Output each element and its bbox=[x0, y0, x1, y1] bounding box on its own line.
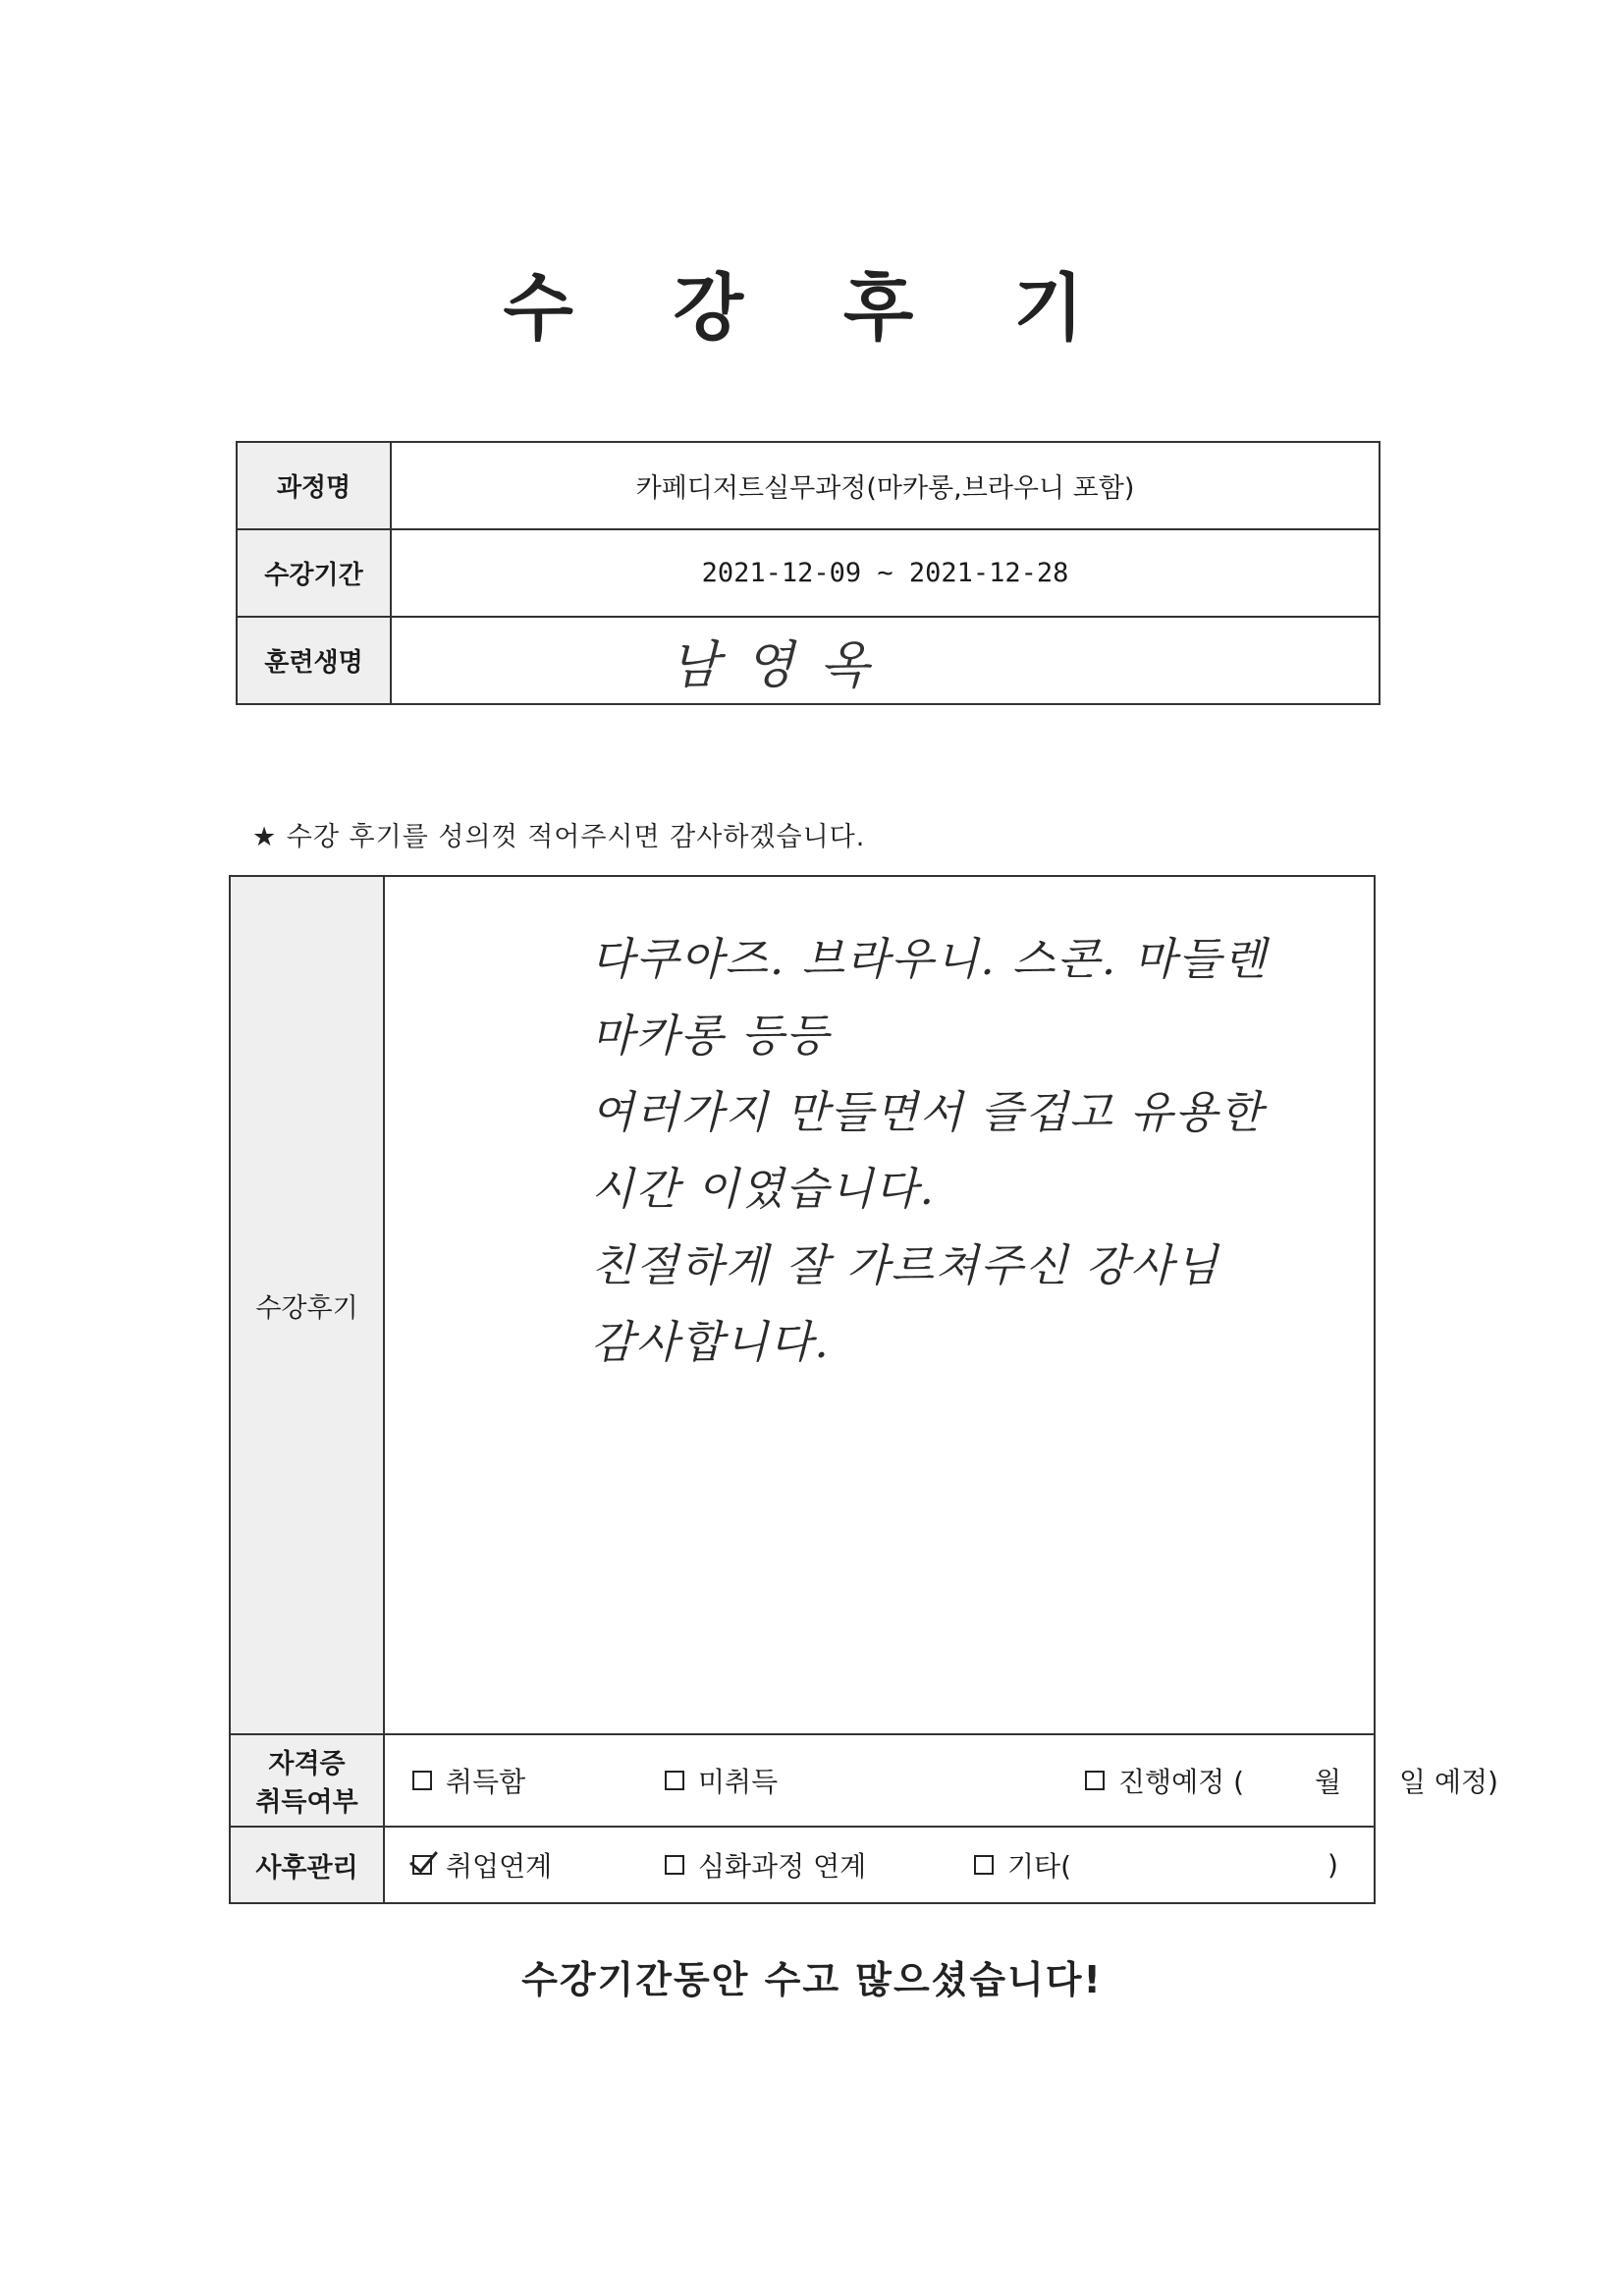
certificate-label bbox=[230, 1734, 384, 1827]
review-line: 마카롱 등등 bbox=[591, 1010, 831, 1062]
option-other[interactable]: 기타( bbox=[974, 1845, 1071, 1885]
option-in-progress[interactable]: 진행예정 ( bbox=[1085, 1761, 1244, 1800]
month-label: 월 bbox=[1315, 1766, 1342, 1798]
trainee-label: 훈련생명 bbox=[237, 617, 391, 704]
followup-label: 사후관리 bbox=[230, 1827, 384, 1903]
review-line: 시간 이였습니다. bbox=[591, 1163, 936, 1215]
instruction-note: ★ 수강 후기를 성의껏 적어주시면 감사하겠습니다. bbox=[252, 822, 866, 852]
page-title: 수 강 후 기 bbox=[503, 266, 1121, 351]
certificate-row bbox=[230, 1734, 1375, 1827]
review-row bbox=[230, 876, 1375, 1734]
certificate-label-line1: 자격증 bbox=[268, 1749, 346, 1779]
option-employment[interactable]: 취업연계 bbox=[412, 1845, 552, 1885]
closing-message: 수강기간동안 수고 많으셨습니다! bbox=[521, 1958, 1103, 2001]
checked-checkbox-icon[interactable] bbox=[412, 1855, 432, 1875]
checkbox-icon[interactable] bbox=[665, 1771, 684, 1790]
course-row bbox=[237, 442, 1380, 529]
option-not-acquired[interactable]: 미취득 bbox=[665, 1761, 778, 1800]
certificate-label-line2: 취득여부 bbox=[255, 1787, 358, 1818]
course-info-table bbox=[236, 441, 1380, 705]
course-name-value: 카페디저트실무과정(마카롱,브라우니 포함) bbox=[391, 442, 1380, 529]
review-line: 친절하게 잘 가르쳐주신 강사님 bbox=[591, 1239, 1220, 1291]
period-row bbox=[237, 529, 1380, 617]
checkbox-icon[interactable] bbox=[974, 1855, 994, 1875]
review-handwritten-text bbox=[385, 877, 1374, 1381]
day-planned-label: 일 예정) bbox=[1399, 1766, 1498, 1798]
review-line: 감사합니다. bbox=[591, 1316, 831, 1368]
trainee-row bbox=[237, 617, 1380, 704]
review-label: 수강후기 bbox=[230, 876, 384, 1734]
review-line: 여러가지 만들면서 즐겁고 유용한 bbox=[591, 1086, 1265, 1138]
period-label: 수강기간 bbox=[237, 529, 391, 617]
followup-options bbox=[384, 1827, 1375, 1903]
trainee-name-handwritten: 남영옥 bbox=[670, 636, 894, 695]
other-close-paren: ) bbox=[1327, 1848, 1338, 1882]
checkbox-icon[interactable] bbox=[412, 1771, 432, 1790]
certificate-options bbox=[384, 1734, 1498, 1827]
option-advanced-course[interactable]: 심화과정 연계 bbox=[665, 1845, 866, 1885]
trainee-cell bbox=[391, 617, 1380, 704]
option-acquired[interactable]: 취득함 bbox=[412, 1761, 525, 1800]
review-text-area bbox=[384, 876, 1375, 1734]
course-name-label: 과정명 bbox=[237, 442, 391, 529]
review-table bbox=[229, 875, 1498, 1904]
period-value: 2021-12-09 ~ 2021-12-28 bbox=[391, 529, 1380, 617]
checkbox-icon[interactable] bbox=[1085, 1771, 1105, 1790]
followup-row bbox=[230, 1827, 1375, 1903]
checkbox-icon[interactable] bbox=[665, 1855, 684, 1875]
review-line: 다쿠아즈. 브라우니. 스콘. 마들렌 bbox=[591, 933, 1268, 985]
